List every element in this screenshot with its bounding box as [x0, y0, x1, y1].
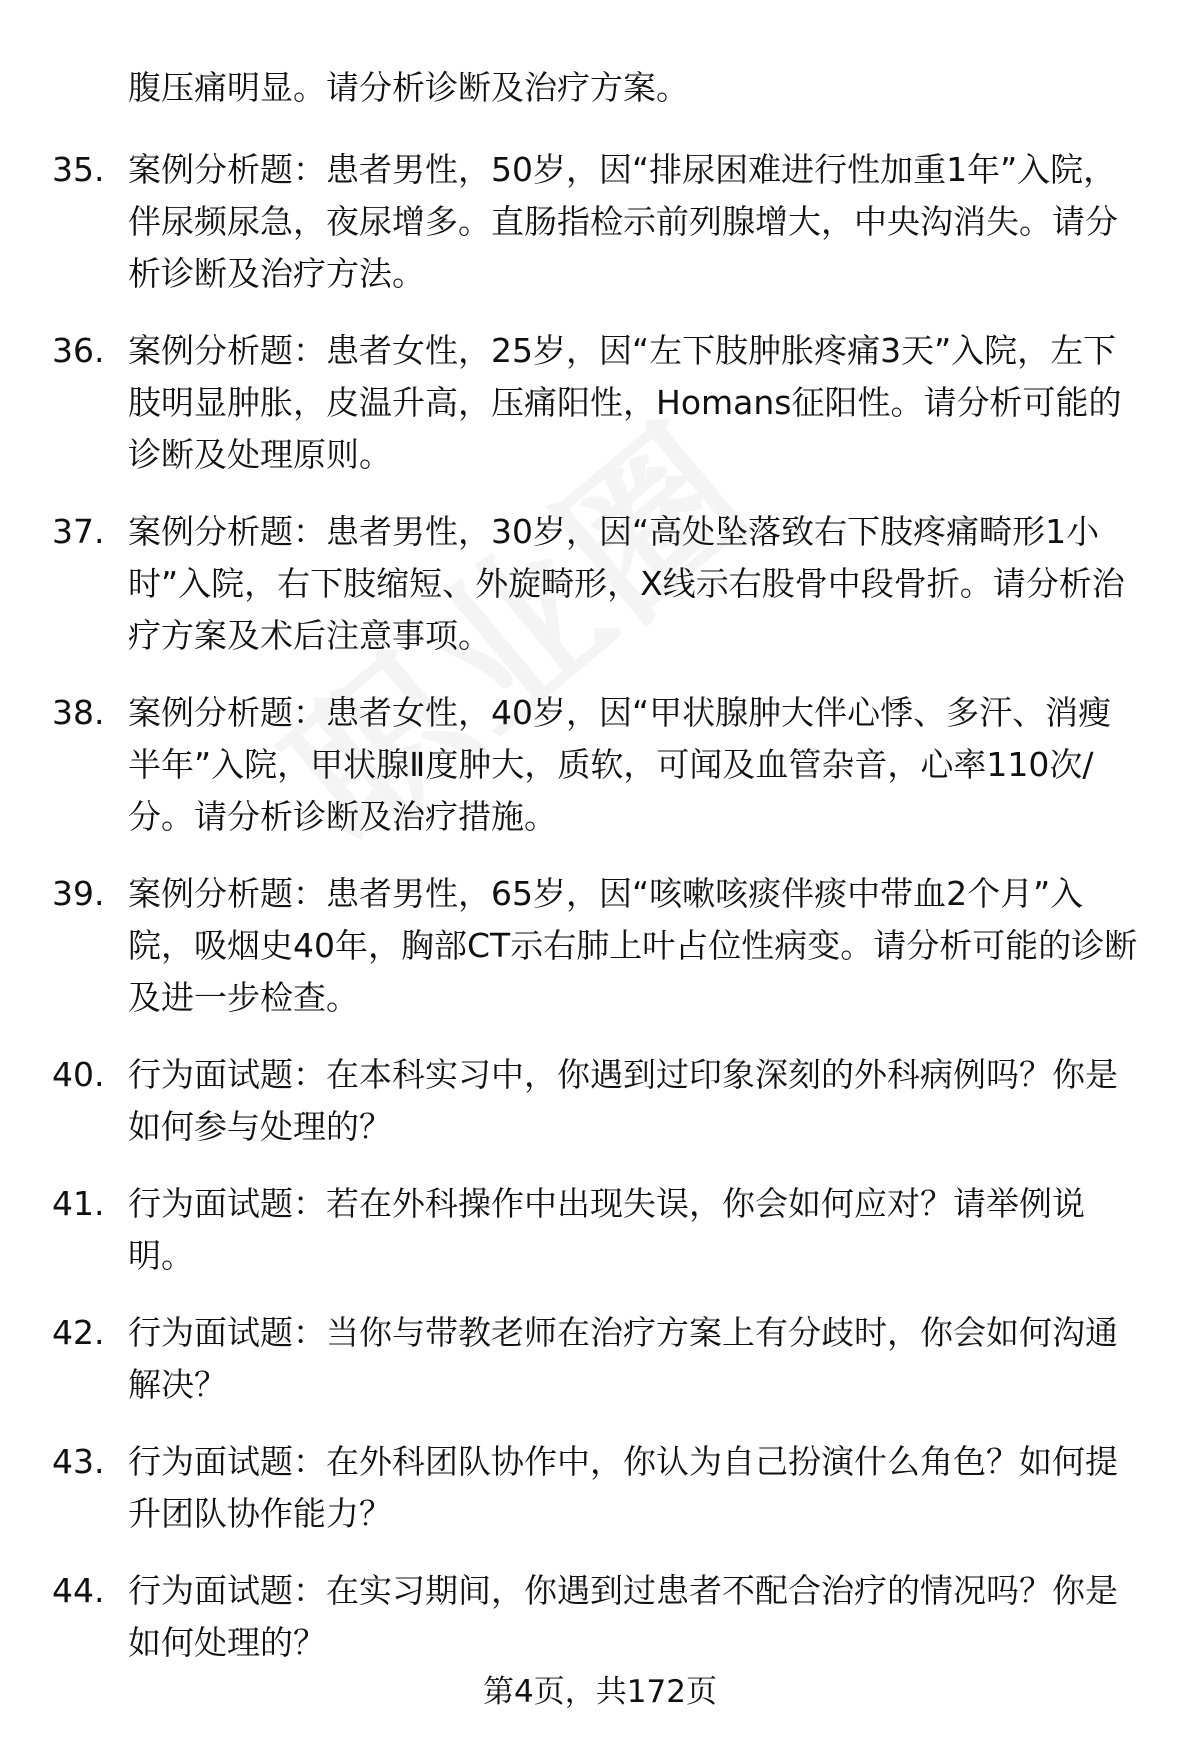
question-text: 案例分析题：患者男性，30岁，因“高处坠落致右下肢疼痛畸形1小时”入院，右下肢缩短、外旋畸形，X线示右股骨中段骨折。请分析治疗方案及术后注意事项。 [128, 512, 1125, 655]
question-number: 40. [52, 1055, 105, 1094]
question-text: 案例分析题：患者女性，25岁，因“左下肢肿胀疼痛3天”入院，左下肢明显肿胀，皮温升高，压痛阳性，Homans征阳性。请分析可能的诊断及处理原则。 [128, 331, 1122, 474]
question-text: 行为面试题：当你与带教老师在治疗方案上有分歧时，你会如何沟通解决？ [128, 1313, 1118, 1404]
question-number: 41. [52, 1184, 105, 1223]
question-item [0, 1307, 1138, 1411]
question-text: 行为面试题：若在外科操作中出现失误，你会如何应对？请举例说明。 [128, 1184, 1085, 1275]
question-text: 案例分析题：患者女性，40岁，因“甲状腺肿大伴心悸、多汗、消瘦半年”入院，甲状腺Ⅱ度肿大，质软，可闻及血管杂音，心率110次/分。请分析诊断及治疗措施。 [128, 693, 1112, 836]
question-number: 37. [52, 512, 105, 551]
question-text: 案例分析题：患者男性，50岁，因“排尿困难进行性加重1年”入院，伴尿频尿急，夜尿增多。直肠指检示前列腺增大，中央沟消失。请分析诊断及治疗方法。 [128, 150, 1118, 293]
question-number: 42. [52, 1313, 105, 1352]
question-item [0, 506, 1138, 662]
question-list [0, 144, 1200, 1694]
question-item [0, 144, 1138, 300]
question-number: 36. [52, 331, 105, 370]
question-text: 行为面试题：在实习期间，你遇到过患者不配合治疗的情况吗？你是如何处理的？ [128, 1571, 1118, 1662]
question-number: 43. [52, 1442, 105, 1481]
question-text: 案例分析题：患者男性，65岁，因“咳嗽咳痰伴痰中带血2个月”入院，吸烟史40年，胸部CT示右肺上叶占位性病变。请分析可能的诊断及进一步检查。 [128, 874, 1138, 1017]
question-number: 39. [52, 874, 105, 913]
page-number-footer: 第4页，共172页 [483, 1674, 717, 1710]
question-number: 44. [52, 1571, 105, 1610]
question-item [0, 687, 1138, 843]
continued-paragraph: 腹压痛明显。请分析诊断及治疗方案。 [128, 68, 689, 107]
question-text: 行为面试题：在外科团队协作中，你认为自己扮演什么角色？如何提升团队协作能力？ [128, 1442, 1118, 1533]
question-item [0, 325, 1138, 481]
question-item [0, 868, 1138, 1024]
question-item [0, 1049, 1138, 1153]
question-text: 行为面试题：在本科实习中，你遇到过印象深刻的外科病例吗？你是如何参与处理的？ [128, 1055, 1118, 1146]
question-number: 38. [52, 693, 105, 732]
question-item [0, 1178, 1138, 1282]
question-item [0, 1565, 1138, 1669]
question-item [0, 1436, 1138, 1540]
question-number: 35. [52, 150, 105, 189]
